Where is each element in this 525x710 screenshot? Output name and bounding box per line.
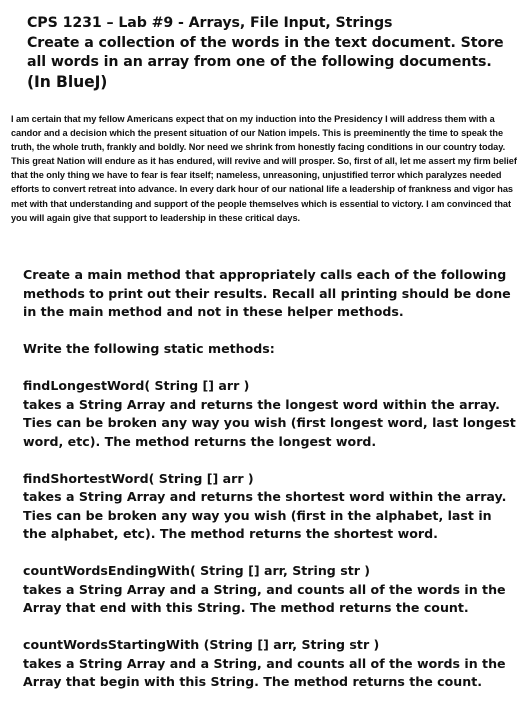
lab-title: CPS 1231 – Lab #9 - Arrays, File Input, Strings bbox=[27, 15, 393, 31]
method-description: takes a String Array and a String, and counts all of the words in the Array that begin with this String. The method returns the count. bbox=[23, 655, 506, 689]
method-signature: countWordsEndingWith( String [] arr, String str ) bbox=[23, 563, 371, 578]
instructions-section bbox=[23, 266, 518, 710]
method-description: takes a String Array and returns the shortest word within the array. Ties can be broken any way you wish (first in the alphabet, last in the alphabet, etc). The method returns the shortest word. bbox=[23, 489, 507, 541]
static-methods-heading: Write the following static methods: bbox=[23, 341, 275, 356]
method-block-count-words-ending-with bbox=[23, 562, 518, 618]
main-method-instructions: Create a main method that appropriately calls each of the following methods to print out their results. Recall all printing should be done in the main method and not in these helper methods. bbox=[23, 267, 511, 319]
lab-instruction-line-2: all words in an array from one of the following documents. bbox=[27, 54, 492, 70]
method-description: takes a String Array and returns the longest word within the array. Ties can be broken any way you wish (first longest word, last longest word, etc). The method returns the longest word. bbox=[23, 396, 516, 449]
source-text-passage: I am certain that my fellow Americans expect that on my induction into the Presidency I will address them with a candor and a decision which the present situation of our Nation impels. This is preeminently the time to speak the truth, the whole truth, frankly and boldly. Nor need we shrink from honestly facing conditions in our country today. This great Nation will endure as it has endured, will revive and will prosper. So, first of all, let me assert my firm belief that the only thing we have to fear is fear itself; nameless, unreasoning, unjustified terror which paralyzes needed efforts to convert retreat into advance. In every dark hour of our national life a leadership of frankness and vigor has met with that understanding and support of the people themselves which is essential to victory. I am convinced that you will again give that support to leadership in these critical days. bbox=[11, 114, 517, 223]
method-signature: findLongestWord( String [] arr ) bbox=[23, 378, 250, 393]
document-header bbox=[27, 14, 517, 92]
method-signature: countWordsStartingWith (String [] arr, String str ) bbox=[23, 637, 380, 652]
lab-environment-note: (In BlueJ) bbox=[27, 72, 108, 91]
method-description: takes a String Array and a String, and counts all of the words in the Array that end with this String. The method returns the count. bbox=[23, 581, 506, 615]
method-block-find-shortest-word bbox=[23, 470, 518, 544]
lab-instruction-line-1: Create a collection of the words in the text document. Store bbox=[27, 34, 504, 51]
method-block-find-longest-word bbox=[23, 377, 518, 451]
method-signature: findShortestWord( String [] arr ) bbox=[23, 470, 254, 486]
method-block-count-words-starting-with bbox=[23, 636, 518, 692]
